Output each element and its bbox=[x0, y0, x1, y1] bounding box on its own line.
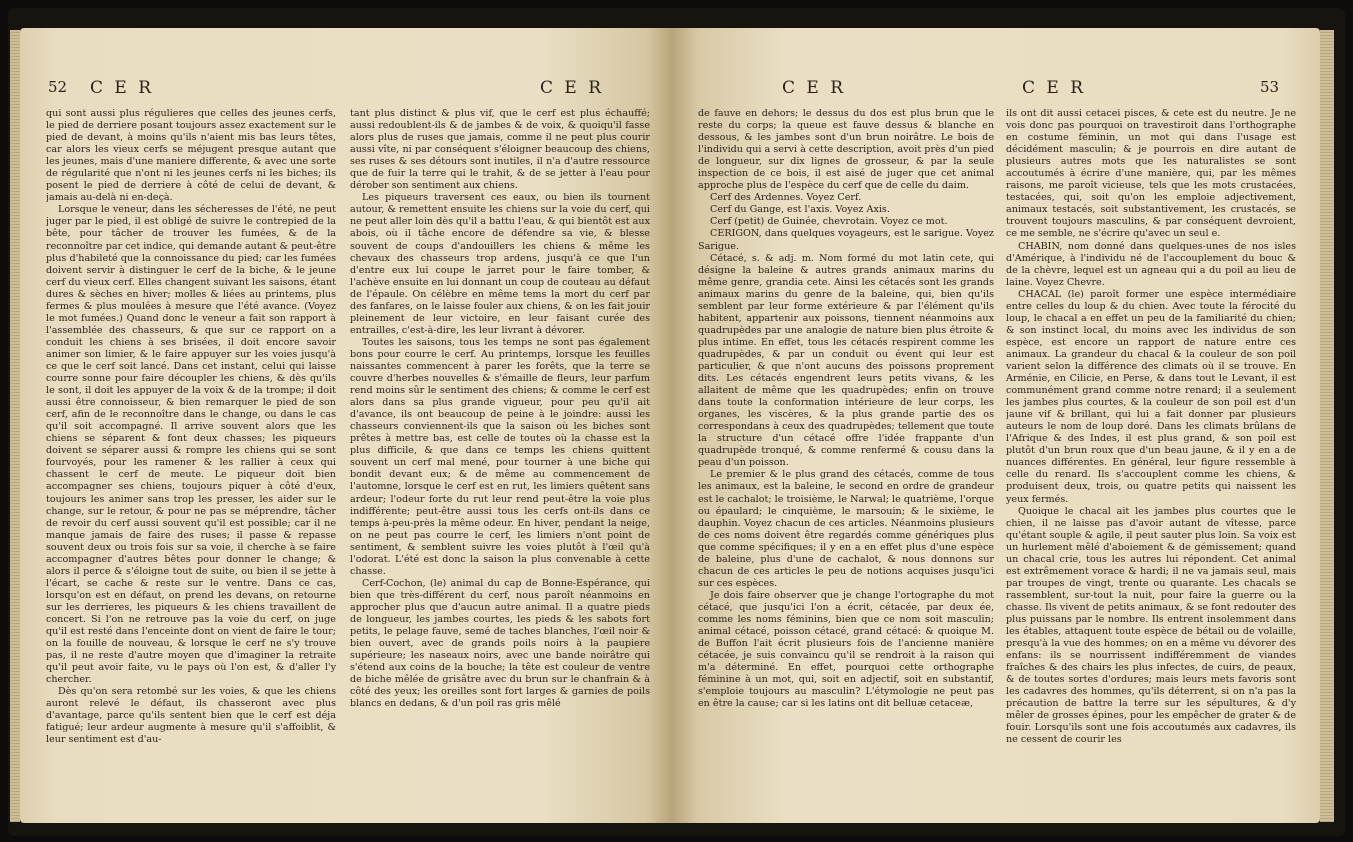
paragraph: Cétacé, s. & adj. m. Nom formé du mot latin cete, qui désigne la baleine & autres grands animaux marins du même genre, grandia cete. Ainsi les cétacés sont les grands animaux marins du genre de la baleine, qui, bien qu'ils semblent par leur forme extérieure & par l'élément qu'ils habitent, appartenir aux poissons, tiennent néanmoins aux quadrupèdes par une analogie de nature bien plus étroite & plus intime. En effet, tous les cétacés respirent comme les quadrupèdes, & par un conduit ou évent qui leur est particulier, & que n'ont aucuns des poissons proprement dits. Les cétacés engendrent leurs petits vivans, & les allaitent de même que les quadrupèdes; enfin on trouve dans toute la conformation intérieure de leur corps, les organes, les viscères, & la plus grande partie des os correspondans à ceux des quadrupèdes; tellement que toute la structure d'un cétacé offre l'idée frappante d'un quadrupède tronqué, & comme renfermé & cousu dans la peau d'un poisson. bbox=[698, 252, 994, 469]
right-page-column-1 bbox=[698, 108, 994, 813]
paragraph: qui sont aussi plus régulieres que celles des jeunes cerfs, le pied de derriere posant toujours assez exactement sur le pied de devant, à moins qu'ils n'aient mis bas leurs têtes, car alors les vieux cerfs se méjugent presque autant que les jeunes, mais d'une maniere differente, & avec une sorte de régularité que n'ont ni les jeunes cerfs ni les biches; ils posent le pied de derriere à côté de celui de devant, & jamais au-delà ni en-deçà. bbox=[46, 108, 336, 204]
paragraph: Quoique le chacal ait les jambes plus courtes que le chien, il ne laisse pas d'avoir autant de vîtesse, parce qu'étant souple & agile, il peut sauter plus loin. Sa voix est un hurlement mêlé d'aboiement & de gémissement; quand un chacal crie, tous les autres lui répondent. Cet animal est extrêmement vorace & hardi; il ne va jamais seul, mais par troupes de vingt, trente ou quarante. Les chacals se rassemblent, sur-tout la nuit, pour faire la guerre ou la chasse. Ils vivent de petits animaux, & se font redouter des plus puissans par le nombre. Ils entrent insolemment dans les étables, attaquent toute espèce de bétail ou de volaille, presqu'à la vue des hommes; on en a même vu dévorer des enfans: ils se nourrissent indifféremment de viandes fraîches & des chairs les plus infectes, de cuirs, de peaux, & de toutes sortes d'ordures; mais leurs mets favoris sont les cadavres des hommes, qu'ils déterrent, si on n'a pas la précaution de battre la terre sur les sépultures, & d'y mêler de grosses épines, pour les empêcher de grater & de fouir. Lorsqu'ils sont une fois accoutumés aux cadavres, ils ne cessent de courir les bbox=[1006, 505, 1296, 746]
page-number-left: 52 bbox=[48, 78, 68, 96]
left-page-column-1 bbox=[46, 108, 336, 813]
running-header-left-col1: C E R bbox=[90, 78, 155, 98]
running-header-right-col2: C E R bbox=[1022, 78, 1087, 98]
left-page-column-2 bbox=[350, 108, 650, 813]
running-header-left-col2: C E R bbox=[540, 78, 605, 98]
right-page-column-2 bbox=[1006, 108, 1296, 813]
paragraph: Cerf des Ardennes. Voyez Cerf. bbox=[710, 192, 862, 204]
paragraph: ils ont dit aussi cetacei pisces, & cete est du neutre. Je ne vois donc pas pourquoi on travestiroit dans l'orthographe en costume féminin, un mot qui dans l'usage est décidément masculin; & je pourrois en dire autant de plusieurs autres mots que les naturalistes se sont accoutumés à écrire d'une manière, qui, par les mêmes raisons, me paroît vicieuse, tels que les mots crustacées, testacées, qui, soit qu'on les emploie adjectivement, animaux testacés, soit substantivement, les crustacés, se trouvent toujours masculins, & par conséquent devroient, ce me semble, ne s'écrire qu'avec un seul e. bbox=[1006, 108, 1296, 240]
paragraph: Le premier & le plus grand des cétacés, comme de tous les animaux, est la baleine, le second en ordre de grandeur est le cachalot; le troisième, le Narwal; le quatrième, l'orque ou épaulard; le cinquième, le marsouin; & le sixième, le dauphin. Voyez chacun de ces articles. Néanmoins plusieurs de ces noms doivent être regardés comme génériques plus que comme spécifiques; il y en a en effet plus d'une espèce de baleine, plus d'une de cachalot, & nous donnons sur chacun de ces articles le peu de notions acquises jusqu'ici sur ces espèces. bbox=[698, 469, 994, 589]
paragraph: Cerf du Gange, est l'axis. Voyez Axis. bbox=[710, 204, 890, 216]
page-number-right: 53 bbox=[1260, 78, 1280, 96]
paragraph: Cerf (petit) de Guinée, chevrotain. Voyez ce mot. bbox=[710, 216, 948, 228]
page-edges-right bbox=[1320, 30, 1334, 822]
paragraph: tant plus distinct & plus vif, que le cerf est plus échauffé; aussi redoublent-ils & de jambes & de voix, & quoiqu'il fasse alors plus de ruses que jamais, comme il ne peut plus courir aussi vîte, ni par conséquent s'éloigner beaucoup des chiens, ses ruses & ses détours sont inutiles, il n'a d'autre ressource que de fuir la terre qui le trahit, & de se jetter à l'eau pour dérober son sentiment aux chiens. bbox=[350, 108, 650, 192]
paragraph: Toutes les saisons, tous les temps ne sont pas également bons pour courre le cerf. Au printemps, lorsque les feuilles naissantes commencent à parer les forêts, que la terre se couvre d'herbes nouvelles & s'émaille de fleurs, leur parfum rend moins sûr le sentiment des chiens; & comme le cerf est alors dans sa plus grande vigueur, pour peu qu'il ait d'avance, ils ont beaucoup de peine à le joindre: aussi les chasseurs conviennent-ils que la saison où les biches sont prêtes à mettre bas, est celle de toutes où la chasse est la plus difficile, & que dans ce temps les chiens quittent souvent un cerf mal mené, pour tourner à une biche qui bondit devant eux; & de même au commencement de l'automne, lorsque le cerf est en rut, les limiers quêtent sans ardeur; l'odeur forte du rut leur rend peut-être la voie plus indifférente; peut-être aussi tous les cerfs ont-ils dans ce temps à-peu-près la même odeur. En hiver, pendant la neige, on ne peut pas courre le cerf, les limiers n'ont point de sentiment, & semblent suivre les voies plutôt à l'œil qu'à l'odorat. L'été est donc la saison la plus convenable à cette chasse. bbox=[350, 336, 650, 577]
left-page bbox=[20, 28, 672, 823]
paragraph: Lorsque le veneur, dans les sécheresses de l'été, ne peut juger par le pied, il est obligé de suivre le contrepied de la bête, pour tâcher de trouver les fumées, & de la reconnoître par cet indice, qui demande autant & peut-être plus d'habileté que la connoissance du pied; car les fumées doivent servir à distinguer le cerf de la biche, & le jeune cerf du vieux cerf. Elles changent suivant les saisons, étant dures & sèches en hiver; molles & liées au printems, plus fermes & plus moulées à mesure que l'été avance. (Voyez le mot fumées.) Quand donc le veneur a fait son rapport à l'assemblée des chasseurs, & que sur ce rapport on a conduit les chiens à ses brisées, il doit encore savoir animer son limier, & le faire appuyer sur les voies jusqu'à ce que le cerf soit lancé. Dans cet instant, celui qui laisse courre sonne pour faire découpler les chiens, & dès qu'ils le sont, il doit les appuyer de la voix & de la trompe; il doit aussi être connoisseur, & bien remarquer le pied de son cerf, afin de le reconnoître dans le change, ou dans le cas qu'il soit accompagné. Il arrive souvent alors que les chiens se séparent & font deux chasses; les piqueurs doivent se séparer aussi & rompre les chiens qui se sont fourvoyés, pour les ramener & les rallier à ceux qui chassent le cerf de meute. Le piqueur doit bien accompagner ses chiens, toujours piquer à côté d'eux, toujours les animer sans trop les presser, les aider sur le change, sur le retour, & pour ne pas se méprendre, tâcher de revoir du cerf aussi souvent qu'il est possible; car il ne manque jamais de faire des ruses; il passe & repasse souvent deux ou trois fois sur sa voie, il cherche à se faire accompagner d'autres bêtes pour donner le change; & alors il perce & s'éloigne tout de suite, ou bien il se jette à l'écart, se cache & reste sur le ventre. Dans ce cas, lorsqu'on est en défaut, on prend les devans, on retourne sur les derrieres, les piqueurs & les chiens travaillent de concert. Si l'on ne retrouve pas la voie du cerf, on juge qu'il est resté dans l'enceinte dont on vient de faire le tour; on la fouille de nouveau, & lorsque le cerf ne s'y trouve pas, il ne reste d'autre moyen que d'imaginer la retraite qu'il peut avoir faite, vu le pays où l'on est, & d'aller l'y chercher. bbox=[46, 204, 336, 686]
paragraph: de fauve en dehors; le dessus du dos est plus brun que le reste du corps; la queue est fauve dessus & blanche en dessous, & les jambes sont d'un brun noirâtre. Le bois de l'individu qui a servi à cette description, avoit près d'un pied de longueur, sur dix lignes de grosseur, & par la seule inspection de ce bois, il est aisé de juger que cet animal approche plus de l'espèce du cerf que de celle du daim. bbox=[698, 108, 994, 192]
open-book bbox=[8, 8, 1345, 836]
paragraph: CHACAL (le) paroît former une espèce intermédiaire entre celles du loup & du chien. Avec toute la férocité du loup, le chacal a en effet un peu de la familiarité du chien; & son instinct local, du moins avec les individus de son espèce, est encore un rapport de nature entre ces animaux. La grandeur du chacal & la couleur de son poil varient selon la différence des climats où il se trouve. En Arménie, en Cilicie, en Perse, & dans tout le Levant, il est communément grand comme notre renard; il a seulement les jambes plus courtes, & la couleur de son poil est d'un jaune vif & brillant, qui lui a fait donner par plusieurs auteurs le nom de loup doré. Dans les climats brûlans de l'Afrique & des Indes, il est plus grand, & son poil est plutôt d'un brun roux que d'un beau jaune, & il y en a de nuances différentes. En général, leur figure ressemble à celle du renard. Ils s'accouplent comme les chiens, & produisent deux, trois, ou quatre petits qui naissent les yeux fermés. bbox=[1006, 288, 1296, 505]
paragraph: Je dois faire observer que je change l'ortographe du mot cétacé, que jusqu'ici l'on a écrit, cétacée, par deux ée, comme les noms féminins, bien que ce nom soit masculin; animal cétacé, poisson cétacé, grand cétacé: & quoique M. de Buffon l'ait écrit plusieurs fois de l'ancienne manière cétacée, je suis convaincu qu'il se rendroit à la raison qui m'a déterminé. En effet, pourquoi cette orthographe féminine à un mot, qui, soit en adjectif, soit en substantif, s'emploie toujours au masculin? L'étymologie ne peut pas en être la cause; car si les latins ont dit belluæ cetaceæ, bbox=[698, 589, 994, 710]
paragraph: CERIGON, dans quelques voyageurs, est le sarigue. Voyez Sarigue. bbox=[698, 228, 994, 252]
page-edges-left bbox=[10, 30, 20, 822]
paragraph: CHABIN, nom donné dans quelques-unes de nos isles d'Amérique, à l'individu né de l'accouplement du bouc & de la chèvre, lequel est un agneau qui a du poil au lieu de laine. Voyez Chevre. bbox=[1006, 240, 1296, 288]
running-header-right-col1: C E R bbox=[782, 78, 847, 98]
paragraph: Les piqueurs traversent ces eaux, ou bien ils tournent autour, & remettent ensuite les chiens sur la voie du cerf, qui ne peut aller loin dès qu'il a battu l'eau, & qui bientôt est aux abois, où il tâche encore de défendre sa vie, & blesse souvent de coups d'andouillers les chiens & même les chevaux des chasseurs trop ardens, jusqu'à ce que l'un d'entre eux lui coupe le jarret pour le faire tomber, & l'achève ensuite en lui donnant un coup de couteau au défaut de l'épaule. On célèbre en même tems la mort du cerf par des fanfares, on le laisse fouler aux chiens, & on les fait jouir pleinement de leur victoire, en leur faisant curée des entrailles, c'est-à-dire, les leur livrant à dévorer. bbox=[350, 192, 650, 336]
right-page bbox=[672, 28, 1320, 823]
paragraph: Cerf-Cochon, (le) animal du cap de Bonne-Espérance, qui bien que très-différent du cerf, nous paroît néanmoins en approcher plus que d'aucun autre animal. Il a quatre pieds de longueur, les jambes courtes, les pieds & les sabots fort petits, le pelage fauve, semé de taches blanches, l'œil noir & bien ouvert, avec de grands poils noirs à la paupiere supérieure; les naseaux noirs, avec une bande noirâtre qui s'étend aux coins de la bouche; la tête est couleur de ventre de biche mêlée de grisâtre avec du brun sur le chanfrain & à côté des yeux; les oreilles sont fort larges & garnies de poils blancs en dedans, & d'un poil ras gris mêlé bbox=[350, 577, 650, 710]
paragraph: Dès qu'on sera retombé sur les voies, & que les chiens auront relevé le défaut, ils chasseront avec plus d'avantage, parce qu'ils sentent bien que le cerf est déja fatigué; leur ardeur augmente à mesure qu'il s'affoiblit, & leur sentiment est d'au- bbox=[46, 686, 336, 746]
